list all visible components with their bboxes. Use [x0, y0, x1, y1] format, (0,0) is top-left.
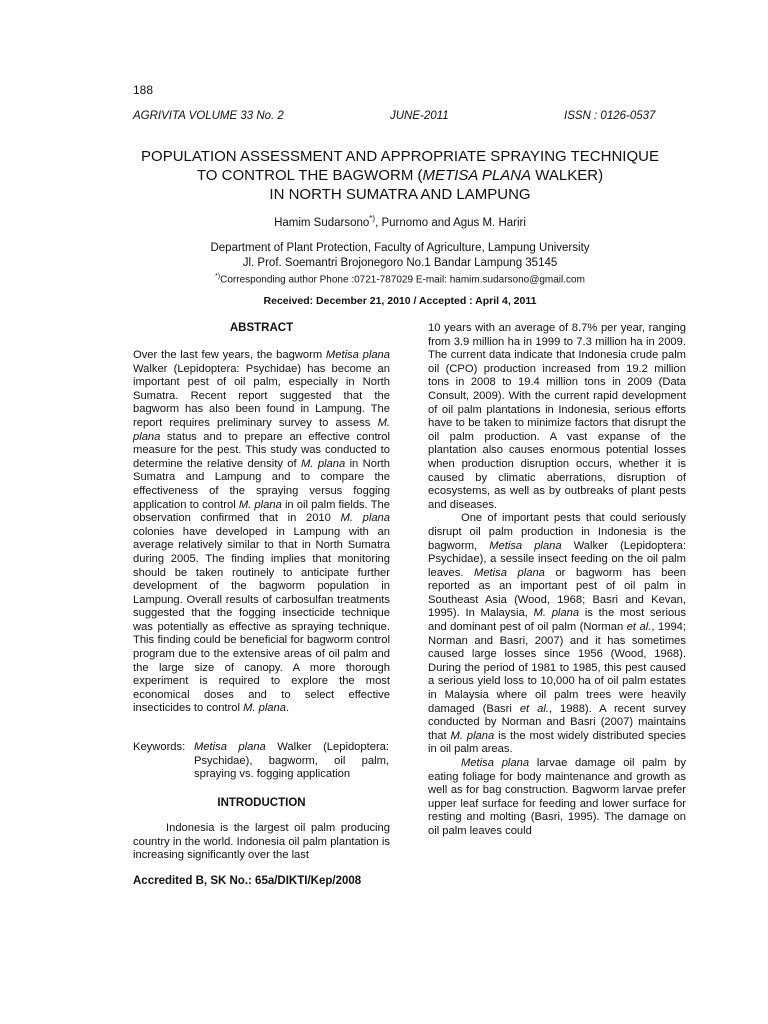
introduction-text: Indonesia is the largest oil palm producing country in the world. Indonesia oil palm plantation is increasing significantly over the last	[133, 822, 390, 862]
paragraph: Metisa plana larvae damage oil palm by eating foliage for body maintenance and growth as well as for bag construction. Bagworm larvae prefer upper leaf surface for feeding and lower surface for resting and molting (Basri, 1995). The damage on oil palm leaves could	[428, 757, 686, 837]
department: Department of Plant Protection, Faculty of Agriculture, Lampung University	[210, 242, 590, 254]
corresponding-author: *)Corresponding author Phone :0721-787029 E-mail: hamim.sudarsono@gmail.com	[215, 273, 585, 286]
page-number: 188	[133, 83, 154, 97]
issue-date: JUNE-2011	[390, 110, 449, 122]
introduction-heading: INTRODUCTION	[217, 797, 306, 809]
keywords-list: Metisa plana Walker (Lepidoptera: Psychidae), bagworm, oil palm, spraying vs. fogging application	[194, 741, 389, 781]
accreditation-footer: Accredited B, SK No.: 65a/DIKTI/Kep/2008	[133, 875, 362, 887]
affiliation	[100, 241, 700, 288]
paragraph: One of important pests that could seriously disrupt oil palm production in Indonesia is the bagworm, Metisa plana Walker (Lepidoptera: Psychidae), a sessile insect feeding on the oil palm leaves. Metisa plana or bagworm has been reported as an important pest of oil palm in Southeast Asia (Wood, 1968; Basri and Kevan, 1995). In Malaysia, M. plana is the most serious and dominant pest of oil palm (Norman et al., 1994; Norman and Basri, 2007) and it has sometimes caused large losses since 1956 (Wood, 1968). During the period of 1981 to 1985, this pest caused a serious yield loss to 10,000 ha of oil palm estates in Malaysia where oil palm trees were heavily damaged (Basri et al., 1988). A recent survey conducted by Norman and Basri (2007) maintains that M. plana is the most widely distributed species in oil palm areas.	[428, 512, 687, 756]
author-list: Hamim Sudarsono*), Purnomo and Agus M. Hariri	[274, 214, 526, 229]
title-line-2: TO CONTROL THE BAGWORM (METISA PLANA WALKER)	[196, 167, 604, 184]
journal-volume: AGRIVITA VOLUME 33 No. 2	[133, 110, 284, 122]
paper-title	[100, 147, 700, 204]
title-line-3: IN NORTH SUMATRA AND LAMPUNG	[269, 186, 531, 203]
address: Jl. Prof. Soemantri Brojonegoro No.1 Bandar Lampung 35145	[242, 256, 558, 269]
abstract-text: Over the last few years, the bagworm Metisa plana Walker (Lepidoptera: Psychidae) has become an important pest of oil palm, especially in North Sumatra. Recent report suggested that the bagworm has also been found in Lampung. The report requires preliminary survey to assess M. plana status and to prepare an effective control measure for the pest. This study was conducted to determine the relative density of M. plana in North Sumatra and Lampung and to compare the effectiveness of the spraying versus fogging application to control M. plana in oil palm fields. The observation confirmed that in 2010 M. plana colonies have developed in Lampung with an average relatively similar to that in North Sumatra during 2005. The finding implies that monitoring should be taken routinely to anticipate further development of the bagworm population in Lampung. Overall results of carbosulfan treatments suggested that the fogging insecticide technique was potentially as effective as spraying technique. This finding could be beneficial for bagworm control program due to the extensive areas of oil palm and the large size of canopy. A more thorough experiment is required to explore the most economical doses and to select effective insecticides to control M. plana.	[133, 349, 391, 715]
paragraph: 10 years with an average of 8.7% per year, ranging from 3.9 million ha in 1999 to 7.3 million ha in 2009. The current data indicate that Indonesia crude palm oil (CPO) production increased from 19.2 million tons in 2008 to 19.4 million tons in 2009 (Data Consult, 2009). With the current rapid development of oil palm plantations in Indonesia, serious efforts have to be taken to minimize factors that disrupt the oil palm production. A vast expanse of the plantation also causes enormous potential losses when production disruption occurs, whether it is caused by climatic aberrations, disruption of ecosystems, as well as by outbreaks of plant pests and diseases.	[428, 322, 686, 511]
received-accepted-dates: Received: December 21, 2010 / Accepted : April 4, 2011	[263, 295, 537, 307]
keywords	[133, 741, 390, 782]
right-column-text	[428, 322, 686, 839]
title-line-1: POPULATION ASSESSMENT AND APPROPRIATE SPRAYING TECHNIQUE	[141, 148, 659, 165]
abstract-heading: ABSTRACT	[229, 322, 294, 334]
keywords-label: Keywords:	[133, 741, 186, 753]
issn: ISSN : 0126-0537	[564, 110, 656, 122]
